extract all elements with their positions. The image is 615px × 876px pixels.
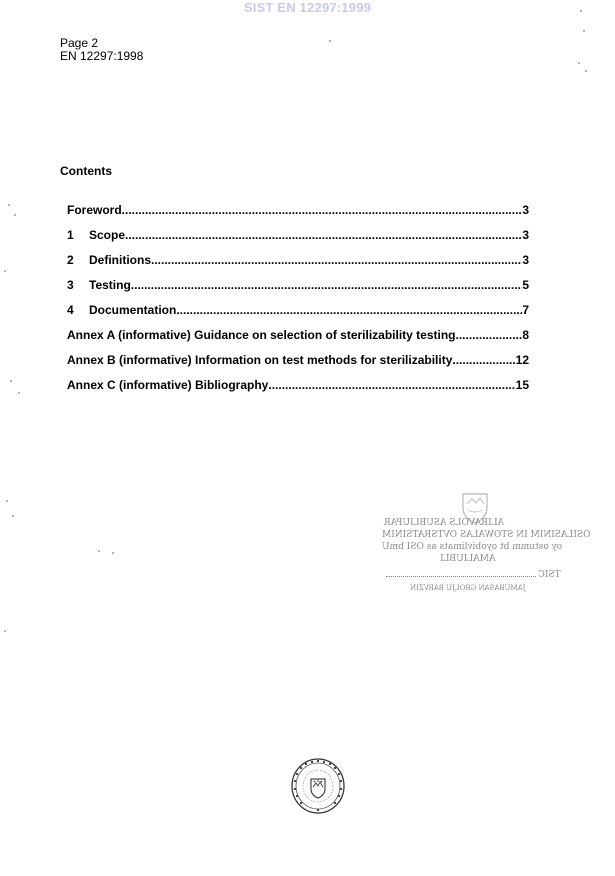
round-seal-icon [290, 757, 346, 815]
toc-page: 3 [522, 203, 529, 217]
toc-leader [452, 353, 515, 367]
stamp-text-line: oy ostumm bt oyobivlimats as OSI bmU [382, 542, 563, 552]
stamp-text-line: TSIC [538, 570, 561, 580]
toc-leader [125, 228, 522, 242]
toc-label: Testing [89, 278, 131, 292]
stamp-text-line: AMALIUBLI [440, 554, 496, 564]
toc-leader [176, 303, 522, 317]
standard-id: EN 12297:1998 [60, 49, 144, 63]
toc-label: Scope [89, 228, 126, 242]
toc-label: Definitions [89, 253, 151, 267]
toc-label: Foreword [67, 203, 122, 217]
watermark: SIST EN 12297:1999 [243, 0, 372, 15]
toc-number: 2 [67, 253, 74, 267]
toc-entry-annex-c[interactable] [67, 378, 529, 403]
toc-number: 4 [67, 303, 74, 317]
toc-label: Annex C (informative) Bibliography [67, 378, 269, 392]
toc-page: 5 [522, 278, 529, 292]
toc-label: Annex A (informative) Guidance on selection of sterilizability testing [67, 328, 456, 342]
toc-leader [131, 278, 523, 292]
toc-entry-annex-b[interactable] [67, 353, 529, 378]
toc-leader [151, 253, 522, 267]
stamp-dotted-line [386, 576, 536, 577]
contents-title: Contents [60, 164, 112, 178]
toc-page: 8 [522, 328, 529, 342]
page-number: Page 2 [60, 36, 99, 50]
stamp-text-line: OSILASINIM IN STOWALAS OVTSRATSINIM [382, 530, 591, 540]
toc-leader [122, 203, 523, 217]
toc-leader [456, 328, 523, 342]
toc-page: 3 [522, 228, 529, 242]
toc-page: 15 [515, 378, 529, 392]
toc-page: 3 [522, 253, 529, 267]
toc-entry-scope[interactable] [67, 228, 529, 253]
stamp-text-line: JAMUBASAN GROLJU BARVZIN [410, 584, 526, 592]
toc-label: Documentation [89, 303, 177, 317]
stamp-text-line: ALIRAVOLS ASUBLIUPAR [384, 518, 505, 528]
page-header [60, 37, 143, 63]
table-of-contents [67, 203, 529, 403]
faded-stamp [380, 490, 591, 600]
toc-page: 12 [515, 353, 529, 367]
toc-entry-definitions[interactable] [67, 253, 529, 278]
toc-leader [268, 378, 515, 392]
toc-number: 1 [67, 228, 74, 242]
toc-entry-annex-a[interactable] [67, 328, 529, 353]
toc-number: 3 [67, 278, 74, 292]
toc-entry-documentation[interactable] [67, 303, 529, 328]
toc-page: 7 [522, 303, 529, 317]
toc-entry-foreword[interactable] [67, 203, 529, 228]
toc-entry-testing[interactable] [67, 278, 529, 303]
toc-label: Annex B (informative) Information on test methods for sterilizability [67, 353, 453, 367]
